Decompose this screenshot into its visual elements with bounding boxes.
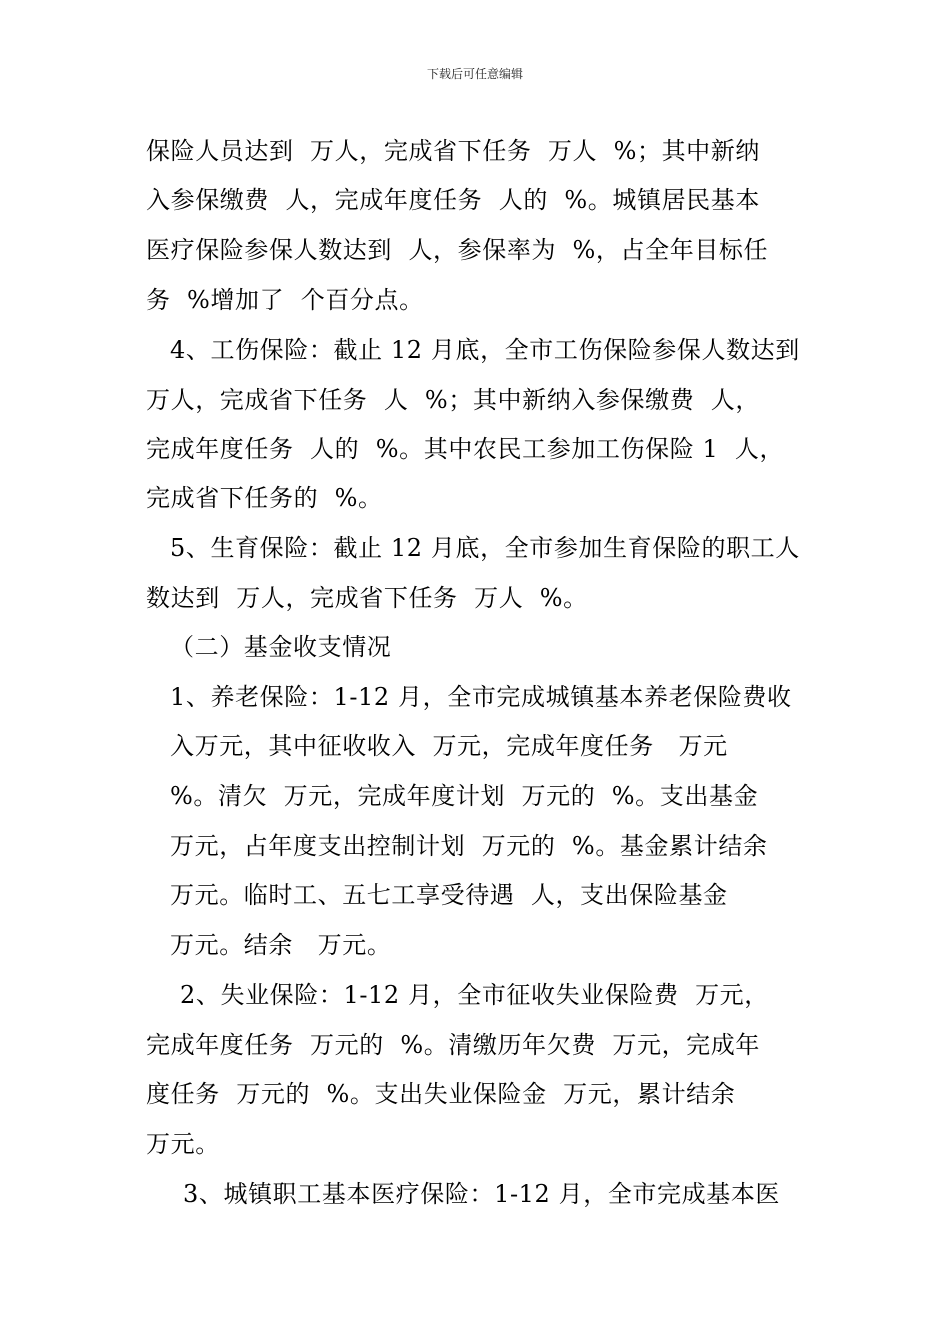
text-line: 万元。 — [146, 1130, 220, 1158]
text-line: 5、生育保险：截止 12 月底，全市参加生育保险的职工人 — [170, 534, 800, 562]
text-line: 2、失业保险：1-12 月，全市征收失业保险费 万元， — [180, 981, 769, 1009]
text-line: 1、养老保险：1-12 月，全市完成城镇基本养老保险费收 — [170, 683, 792, 711]
section-heading: （二）基金收支情况 — [170, 633, 392, 661]
text-line: 万元。结余 万元。 — [170, 931, 392, 959]
text-line: 完成年度任务 万元的 %。清缴历年欠费 万元，完成年 — [146, 1031, 760, 1059]
text-line: %。清欠 万元，完成年度计划 万元的 %。支出基金 — [170, 782, 759, 810]
text-line: 4、工伤保险：截止 12 月底，全市工伤保险参保人数达到 — [170, 336, 800, 364]
text-line: 3、城镇职工基本医疗保险：1-12 月，全市完成基本医 — [183, 1180, 781, 1208]
text-line: 数达到 万人，完成省下任务 万人 %。 — [146, 584, 588, 612]
text-line: 完成年度任务 人的 %。其中农民工参加工伤保险 1 人， — [146, 435, 785, 463]
text-line: 万人，完成省下任务 人 %；其中新纳入参保缴费 人， — [146, 386, 760, 414]
text-line: 入参保缴费 人，完成年度任务 人的 %。城镇居民基本 — [146, 186, 760, 214]
text-line: 入万元，其中征收收入 万元，完成年度任务 万元 — [170, 732, 728, 760]
text-line: 万元，占年度支出控制计划 万元的 %。基金累计结余 — [170, 832, 768, 860]
text-line: 万元。临时工、五七工享受待遇 人，支出保险基金 — [170, 881, 728, 909]
text-line: 医疗保险参保人数达到 人，参保率为 %，占全年目标任 — [146, 236, 769, 264]
text-line: 务 %增加了 个百分点。 — [146, 286, 424, 314]
text-line: 保险人员达到 万人，完成省下任务 万人 %；其中新纳 — [146, 137, 760, 165]
page-header-watermark: 下载后可任意编辑 — [426, 67, 523, 81]
text-line: 完成省下任务的 %。 — [146, 484, 383, 512]
text-line: 度任务 万元的 %。支出失业保险金 万元，累计结余 — [146, 1080, 736, 1108]
